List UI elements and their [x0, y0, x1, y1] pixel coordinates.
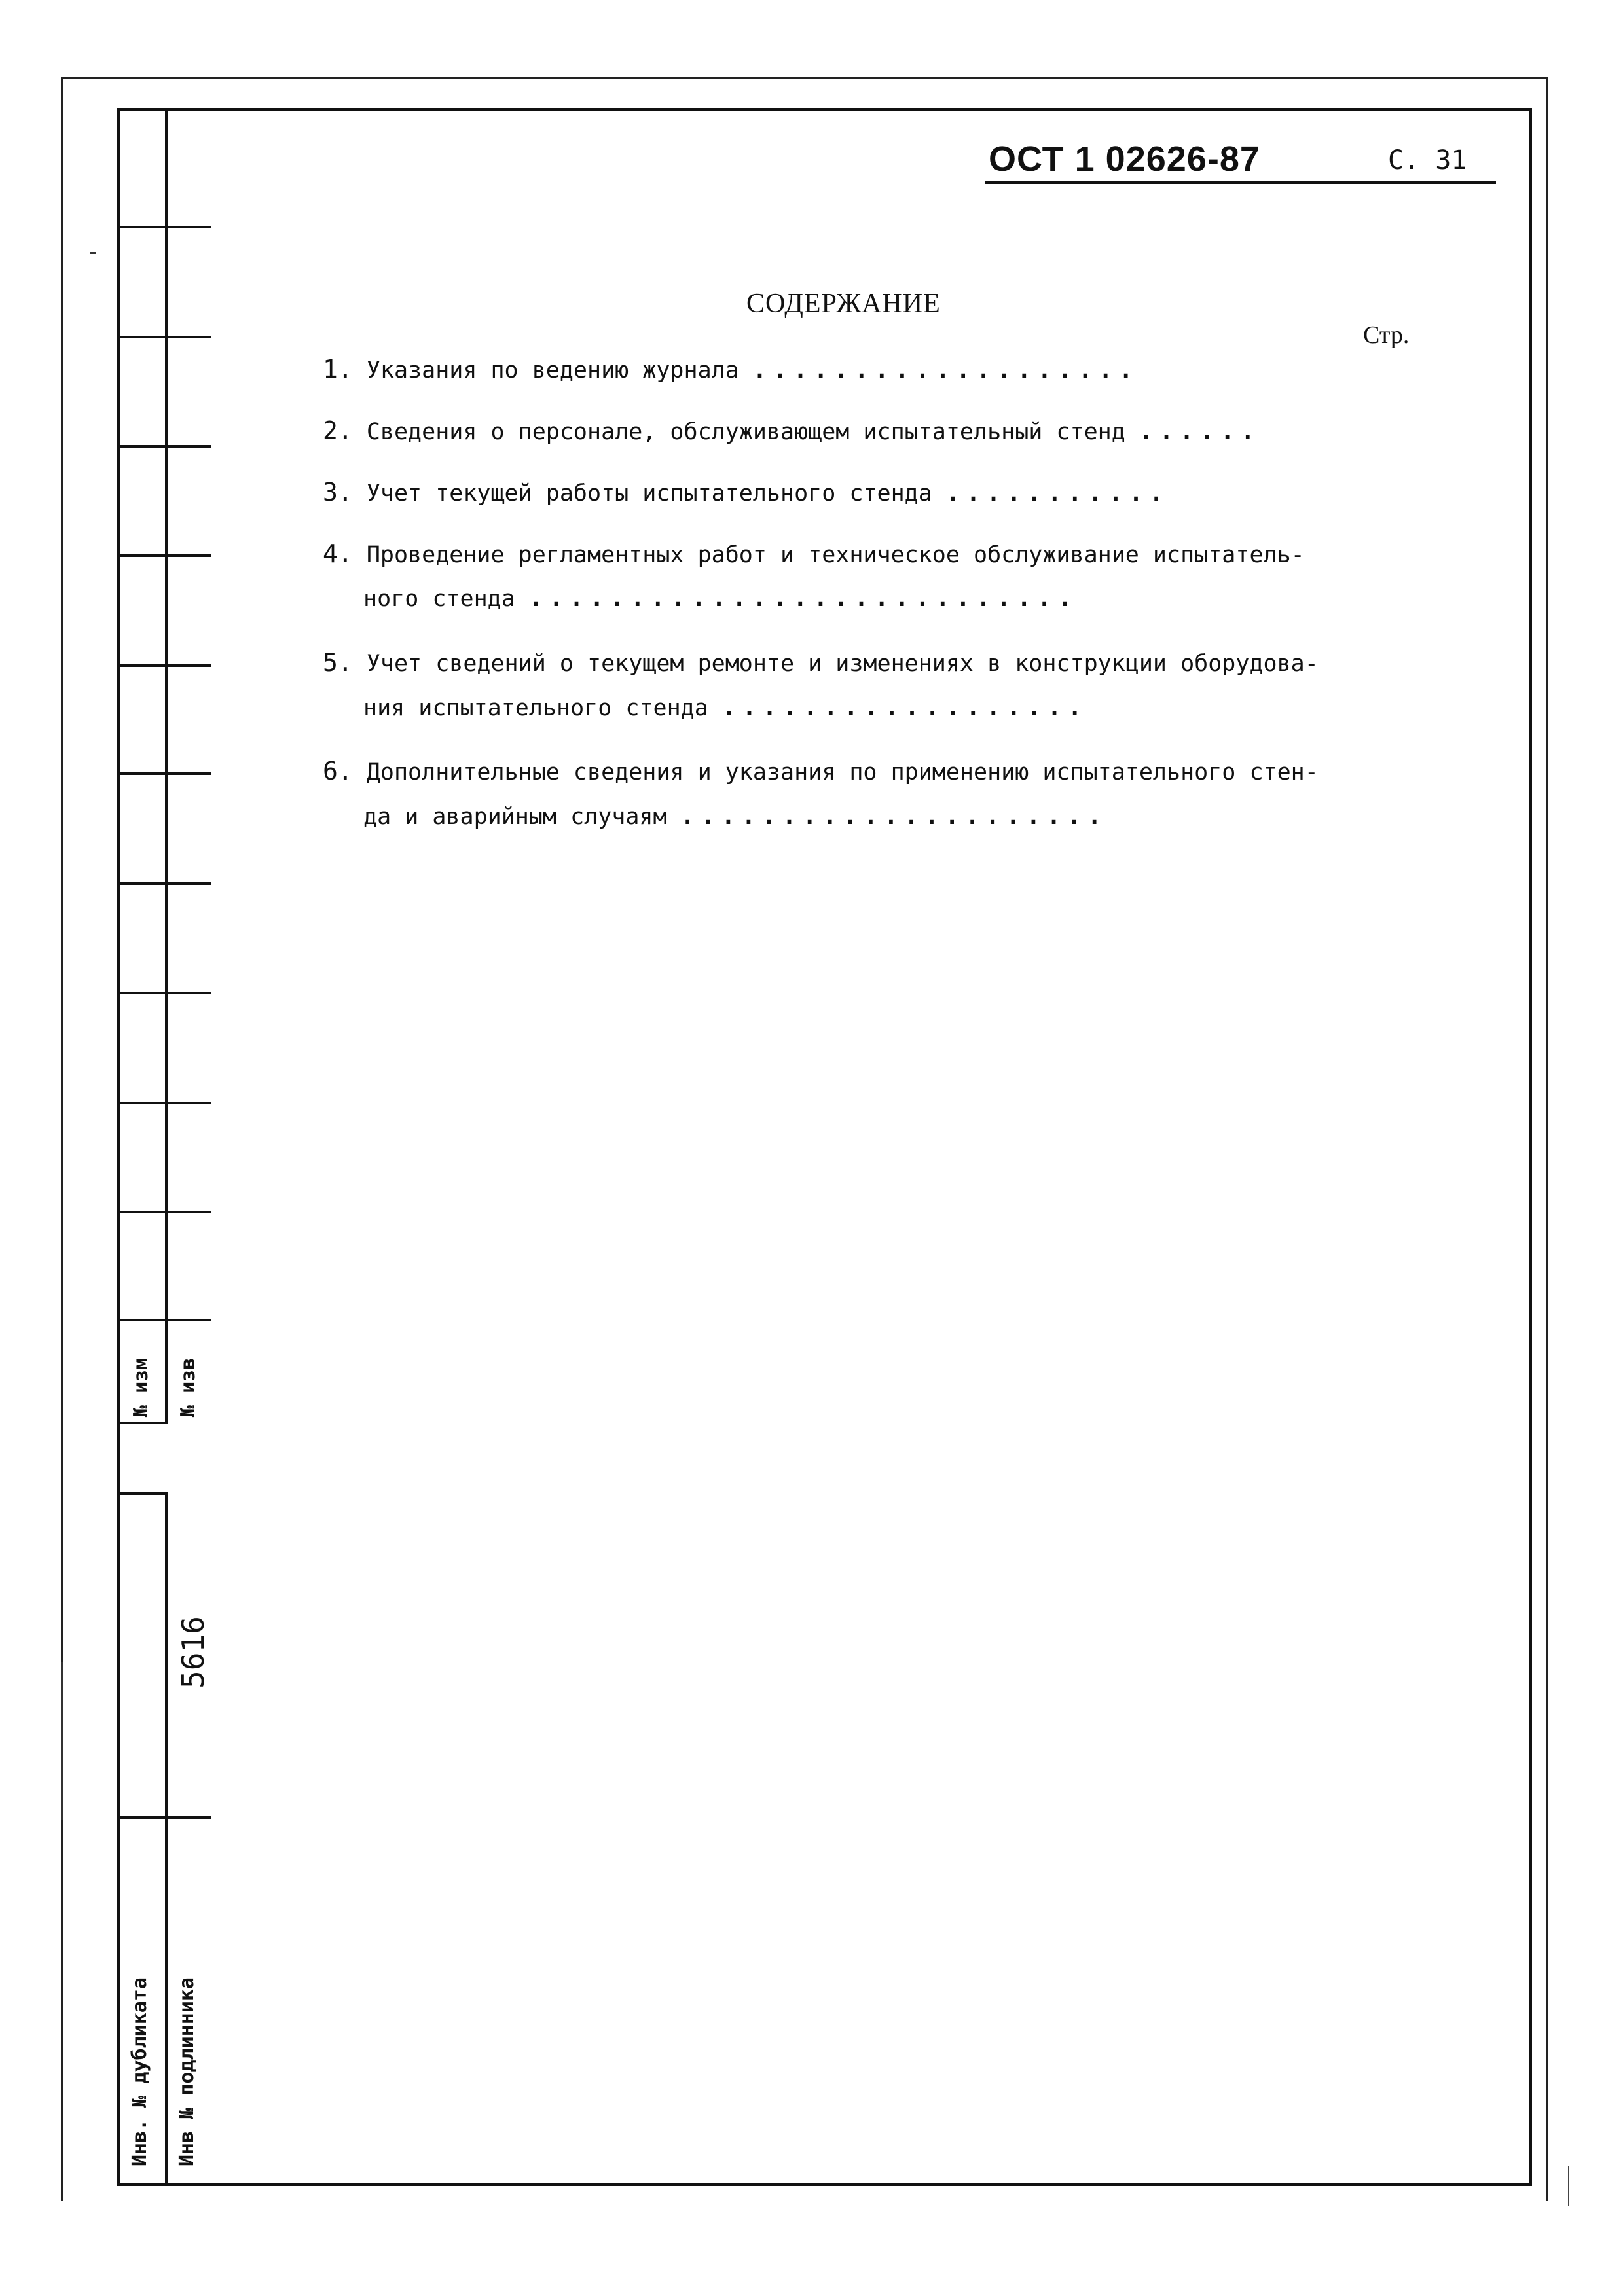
toc-item-number: 5. — [323, 648, 353, 677]
margin-strip-upper — [117, 108, 211, 1424]
toc-item — [323, 478, 1170, 507]
toc-item — [323, 416, 1261, 445]
original-inventory-number: 5616 — [175, 1616, 211, 1689]
toc-item-text: Учет сведений о текущем ремонте и изменениях в конструкции оборудова- — [366, 651, 1319, 677]
toc-item-number: 4. — [323, 539, 353, 568]
toc-item-continuation — [363, 695, 1088, 721]
notice-number-label: № изв — [177, 1357, 200, 1417]
document-code: ОСТ 1 02626-87 — [989, 139, 1260, 179]
toc-item-text: Указания по ведению журнала — [366, 357, 739, 384]
toc-item-number: 2. — [323, 416, 353, 445]
edge-mark — [1568, 2166, 1569, 2206]
edge-mark — [61, 1662, 63, 1820]
toc-title: СОДЕРЖАНИЕ — [746, 289, 941, 319]
leader-dots: ................... — [752, 357, 1140, 384]
toc-item-text: ного стенда — [363, 586, 515, 612]
toc-item-continuation — [363, 804, 1108, 830]
margin-strip-lower — [117, 1492, 211, 2186]
leader-dots: ...... — [1139, 419, 1262, 445]
toc-item-text: да и аварийным случаям — [363, 804, 667, 830]
toc-item-text: Сведения о персонале, обслуживающем испытательный стенд — [366, 419, 1125, 445]
toc-item-text: Дополнительные сведения и указания по применению испытательного стен- — [366, 759, 1319, 785]
edge-mark — [90, 252, 96, 254]
leader-dots: ..................... — [680, 804, 1108, 830]
toc-item-number: 1. — [323, 355, 353, 384]
leader-dots: ........... — [945, 480, 1170, 507]
toc-item-number: 3. — [323, 478, 353, 507]
page-number: С. 31 — [1388, 145, 1467, 175]
toc-item-text: ния испытательного стенда — [363, 695, 708, 721]
toc-item — [323, 757, 1319, 785]
toc-item — [323, 648, 1319, 677]
original-inventory-label: Инв № подлинника — [175, 1977, 198, 2166]
toc-item — [323, 539, 1305, 568]
header-underline — [985, 181, 1496, 184]
page-column-label: Стр. — [1363, 321, 1410, 349]
leader-dots: .................. — [721, 695, 1089, 721]
leader-dots: ........................... — [528, 586, 1078, 612]
toc-item-text: Проведение регламентных работ и техническое обслуживание испытатель- — [366, 542, 1305, 568]
toc-item — [323, 355, 1139, 384]
toc-item-continuation — [363, 586, 1078, 612]
duplicate-inventory-label: Инв. № дубликата — [128, 1977, 151, 2166]
toc-item-number: 6. — [323, 757, 353, 785]
change-number-label: № изм — [130, 1357, 153, 1417]
toc-item-text: Учет текущей работы испытательного стенда — [366, 480, 932, 507]
